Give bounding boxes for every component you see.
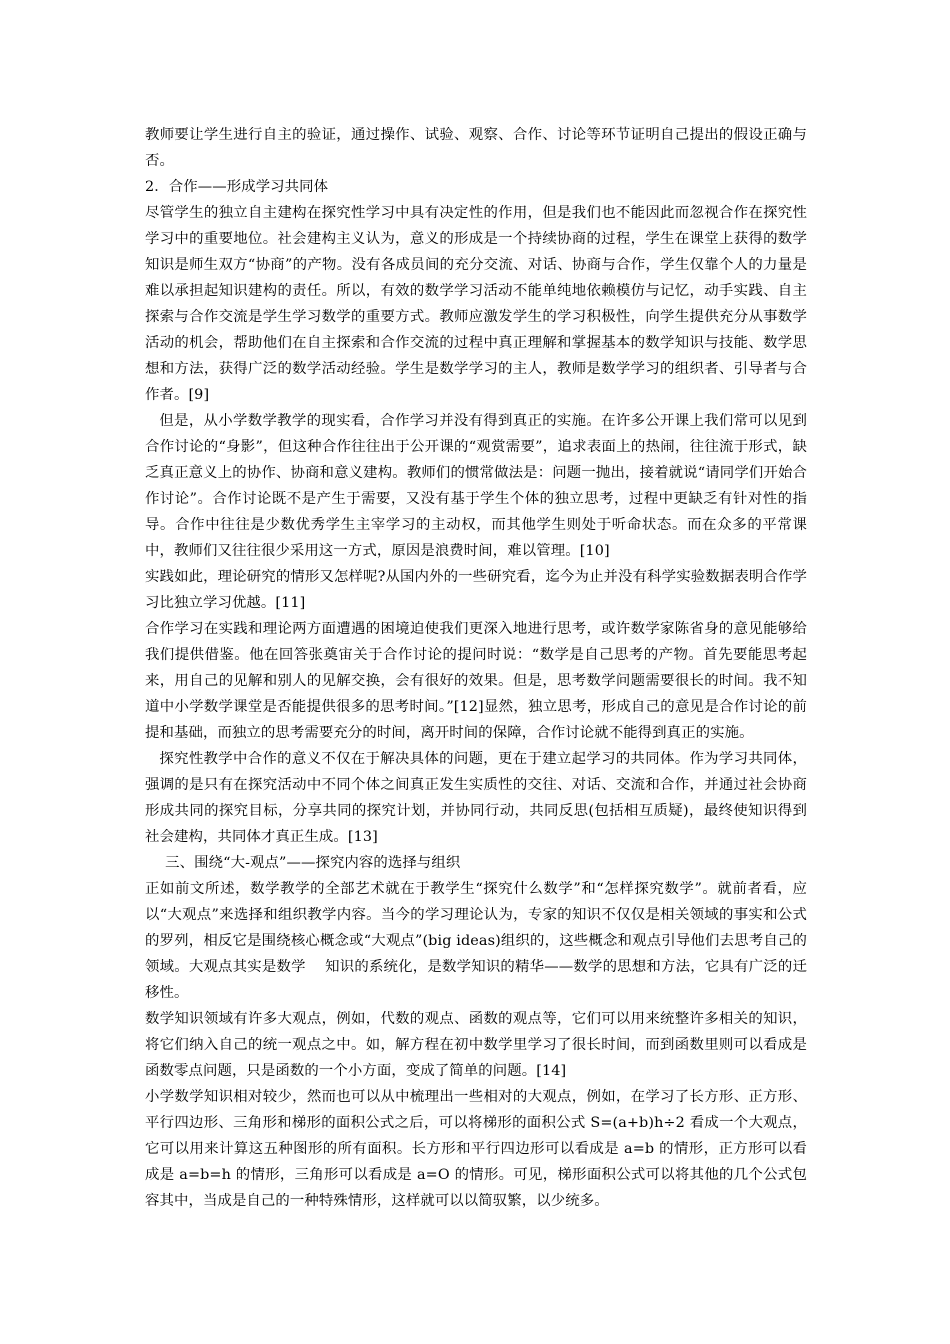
paragraph-chen-xingshen: 合作学习在实践和理论两方面遭遇的困境迫使我们更深入地进行思考，或许数学家陈省身的意见能够给我们提供借鉴。他在回答张奠宙关于合作讨论的提问时说：“数学是自己思考的产物。首先要能思考起来，用自己的见解和别人的见解交换，会有很好的效果。但是，思考数学问题需要很长的时间。我不知道中小学数学课堂是否能提供很多的思考时间。”[12]显然，独立思考，形成自己的意见是合作讨论的前提和基础，而独立的思考需要充分的时间，离开时间的保障，合作讨论就不能得到真正的实施。 [145,621,807,741]
section-heading-cooperation: 2．合作——形成学习共同体 [145,179,329,195]
paragraph-theory-research: 实践如此，理论研究的情形又怎样呢?从国内外的一些研究看，迄今为止并没有科学实验数据表明合作学习比独立学习优越。[11] [145,569,807,611]
paragraph-learning-community: 探究性教学中合作的意义不仅在于解决具体的问题，更在于建立起学习的共同体。作为学习共同体，强调的是只有在探究活动中不同个体之间真正发生实质性的交往、对话、交流和合作，并通过社会协商形成共同的探究目标，分享共同的探究计划，并协同行动，共同反思(包括相互质疑)，最终使知识得到社会建构，共同体才真正生成。[13] [145,751,807,845]
paragraph-verification: 教师要让学生进行自主的验证，通过操作、试验、观察、合作、讨论等环节证明自己提出的假设正确与否。 [145,127,807,169]
paragraph-big-ideas-definition: 正如前文所述，数学教学的全部艺术就在于教学生“探究什么数学”和“怎样探究数学”。就前者看，应以“大观点”来选择和组织教学内容。当今的学习理论认为，专家的知识不仅仅是相关领域的事实和公式的罗列，相反它是围绕核心概念或“大观点”(big ideas)组织的，这些概念和观点引导他们去思考自己的领域。大观点其实是数学 知识的系统化，是数学知识的精华——数学的思想和方法，它具有广泛的迁移性。 [145,881,807,1001]
paragraph-social-constructivism: 尽管学生的独立自主建构在探究性学习中具有决定性的作用，但是我们也不能因此而忽视合作在探究性学习中的重要地位。社会建构主义认为，意义的形成是一个持续协商的过程，学生在课堂上获得的数学知识是师生双方“协商”的产物。没有各成员间的充分交流、对话、协商与合作，学生仅靠个人的力量是难以承担起知识建构的责任。所以，有效的数学学习活动不能单纯地依赖模仿与记忆，动手实践、自主探索与合作交流是学生学习数学的重要方式。教师应激发学生的学习积极性，向学生提供充分从事数学活动的机会，帮助他们在自主探索和合作交流的过程中真正理解和掌握基本的数学知识与技能、数学思想和方法，获得广泛的数学活动经验。学生是数学学习的主人，教师是数学学习的组织者、引导者与合作者。[9] [145,205,807,403]
section-heading-big-ideas: 三、围绕“大-观点”——探究内容的选择与组织 [165,855,461,871]
paragraph-big-ideas-examples: 数学知识领域有许多大观点，例如，代数的观点、函数的观点等，它们可以用来统整许多相关的知识，将它们纳入自己的统一观点之中。如，解方程在初中数学里学习了很长时间，而到函数里则可以看成是函数零点问题，只是函数的一个小方面，变成了简单的问题。[14] [145,1011,807,1079]
document-body [145,122,807,1214]
paragraph-trapezoid-formula: 小学数学知识相对较少，然而也可以从中梳理出一些相对的大观点，例如，在学习了长方形、正方形、平行四边形、三角形和梯形的面积公式之后，可以将梯形的面积公式 S=(a+b)h÷2 看成一个大观点，它可以用来计算这五种图形的所有面积。长方形和平行四边形可以看成是 a=b 的情形，正方形可以看成是 a=b=h 的情形，三角形可以看成是 a=O 的情形。可见，梯形面积公式可以将其他的几个公式包容其中，当成是自己的一种特殊情形，这样就可以以简驭繁，以少统多。 [145,1089,807,1209]
paragraph-cooperation-reality: 但是，从小学数学教学的现实看，合作学习并没有得到真正的实施。在许多公开课上我们常可以见到合作讨论的“身影”，但这种合作往往出于公开课的“观赏需要”，追求表面上的热闹，往往流于形式，缺乏真正意义上的协作、协商和意义建构。教师们的惯常做法是：问题一抛出，接着就说“请同学们开始合作讨论”。合作讨论既不是产生于需要，又没有基于学生个体的独立思考，过程中更缺乏有针对性的指导。合作中往往是少数优秀学生主宰学习的主动权，而其他学生则处于听命状态。而在众多的平常课中，教师们又往往很少采用这一方式，原因是浪费时间，难以管理。[10] [145,413,807,559]
